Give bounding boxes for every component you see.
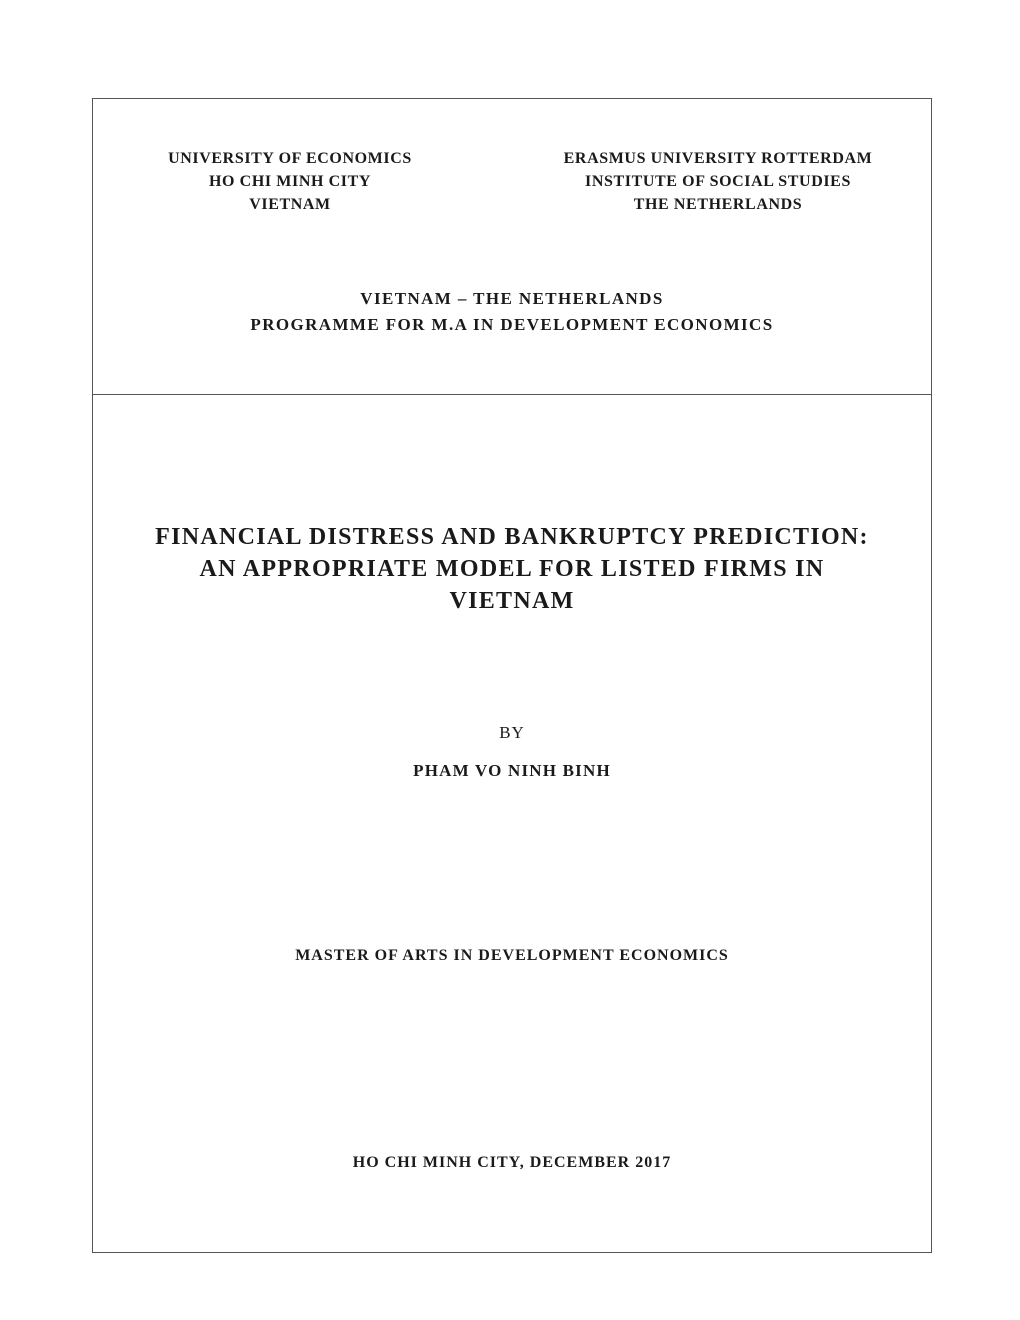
right-institution-line1: ERASMUS UNIVERSITY ROTTERDAM <box>563 150 873 167</box>
left-institution-line3: VIETNAM <box>249 196 331 213</box>
left-institution-line1: UNIVERSITY OF ECONOMICS <box>168 150 412 167</box>
thesis-title-line2: AN APPROPRIATE MODEL FOR LISTED FIRMS IN <box>199 556 825 582</box>
section-divider <box>93 394 931 395</box>
author-name: PHAM VO NINH BINH <box>413 761 611 780</box>
place-and-date: HO CHI MINH CITY, DECEMBER 2017 <box>352 1154 672 1171</box>
right-institution-line3: THE NETHERLANDS <box>633 196 803 213</box>
title-page-frame <box>92 98 932 1253</box>
thesis-title <box>93 521 931 617</box>
programme-line1: VIETNAM – THE NETHERLANDS <box>360 289 664 308</box>
programme-heading <box>93 286 931 338</box>
degree-name: MASTER OF ARTS IN DEVELOPMENT ECONOMICS <box>295 947 729 964</box>
by-label: BY <box>499 723 525 742</box>
right-institution-line2: INSTITUTE OF SOCIAL STUDIES <box>585 173 851 190</box>
programme-line2: PROGRAMME FOR M.A IN DEVELOPMENT ECONOMICS <box>250 315 774 334</box>
left-institution-block <box>145 147 435 216</box>
thesis-title-line3: VIETNAM <box>449 588 575 614</box>
right-institution-block <box>533 147 903 216</box>
thesis-title-line1: FINANCIAL DISTRESS AND BANKRUPTCY PREDICTION: <box>155 524 869 550</box>
left-institution-line2: HO CHI MINH CITY <box>208 173 372 190</box>
